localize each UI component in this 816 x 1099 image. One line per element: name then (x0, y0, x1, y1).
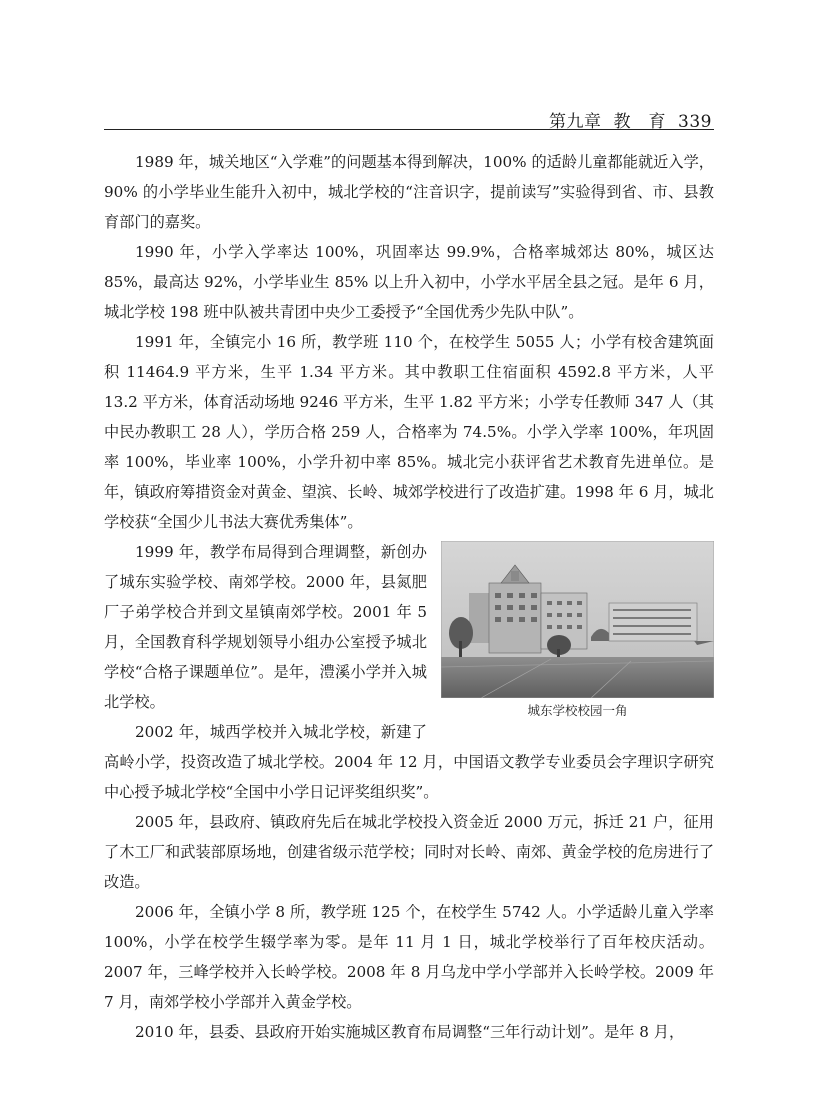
figure-caption: 城东学校校园一角 (527, 703, 628, 718)
page-number: 339 (678, 112, 712, 132)
page-header (104, 105, 714, 130)
figure (441, 541, 714, 724)
paragraph-1991: 1991 年，全镇完小 16 所，教学班 110 个，在校学生 5055 人；小学有校舍建筑面积 11464.9 平方米，生平 1.34 平方米。其中教职工住宿面积 4592.8 平方米，人平 13.2 平方米，体育活动场地 9246 平方米，生平 1.82 平方米；小学专任教师 347 人（其中民办教职工 28 人），学历合格 259 人，合格率为 74.5%。小学入学率 100%，年巩固率 100%，毕业率 100%，小学升初中率 85%。城北完小获评省艺术教育先进单位。是年，镇政府筹措资金对黄金、望滨、长岭、城郊学校进行了改造扩建。1998 年 6 月，城北学校获“全国少儿书法大赛优秀集体”。 (104, 333, 714, 531)
campus-photo (441, 541, 714, 698)
paragraph-1999: 1999 年，教学布局得到合理调整，新创办了城东实验学校、南郊学校。2000 年，县氮肥厂子弟学校合并到文星镇南郊学校。2001 年 5 月，全国教育科学规划领导小组办公室授予城北学校“合格子课题单位”。是年，澧溪小学并入城北学校。 (104, 543, 427, 711)
paragraph-2002: 2002 年，城西学校并入城北学校，新建了高岭小学，投资改造了城北学校。2004 年 12 月，中国语文教学专业委员会字理识字研究中心授予城北学校“全国中小学日记评奖组织奖”。 (104, 723, 714, 801)
paragraph-2006: 2006 年，全镇小学 8 所，教学班 125 个，在校学生 5742 人。小学适龄儿童入学率 100%，小学在校学生辍学率为零。是年 11 月 1 日，城北学校举行了百年校庆活动。2007 年，三峰学校并入长岭学校。2008 年 8 月乌龙中学小学部并入长岭学校。2009 年 7 月，南郊学校小学部并入黄金学校。 (104, 903, 714, 1011)
paragraph-1990: 1990 年，小学入学率达 100%，巩固率达 99.9%，合格率城郊达 80%，城区达 85%，最高达 92%，小学毕业生 85% 以上升入初中，小学水平居全县之冠。是年 6 月，城北学校 198 班中队被共青团中央少工委授予“全国优秀少先队中队”。 (104, 243, 714, 321)
paragraph-2010: 2010 年，县委、县政府开始实施城区教育布局调整“三年行动计划”。是年 8 月， (135, 1023, 685, 1041)
body-text (104, 147, 714, 1047)
paragraph-2005: 2005 年，县政府、镇政府先后在城北学校投入资金近 2000 万元，拆迁 21 户，征用了木工厂和武装部原场地，创建省级示范学校；同时对长岭、南郊、黄金学校的危房进行了改造。 (104, 813, 714, 891)
chapter-label: 第九章 (549, 112, 602, 132)
running-head (537, 107, 712, 132)
paragraph-1989: 1989 年，城关地区“入学难”的问题基本得到解决，100% 的适龄儿童都能就近入学，90% 的小学毕业生能升入初中，城北学校的“注音识字，提前读写”实验得到省、市、县教育部门的嘉奖。 (104, 153, 714, 231)
chapter-title: 教 育 (613, 112, 667, 132)
